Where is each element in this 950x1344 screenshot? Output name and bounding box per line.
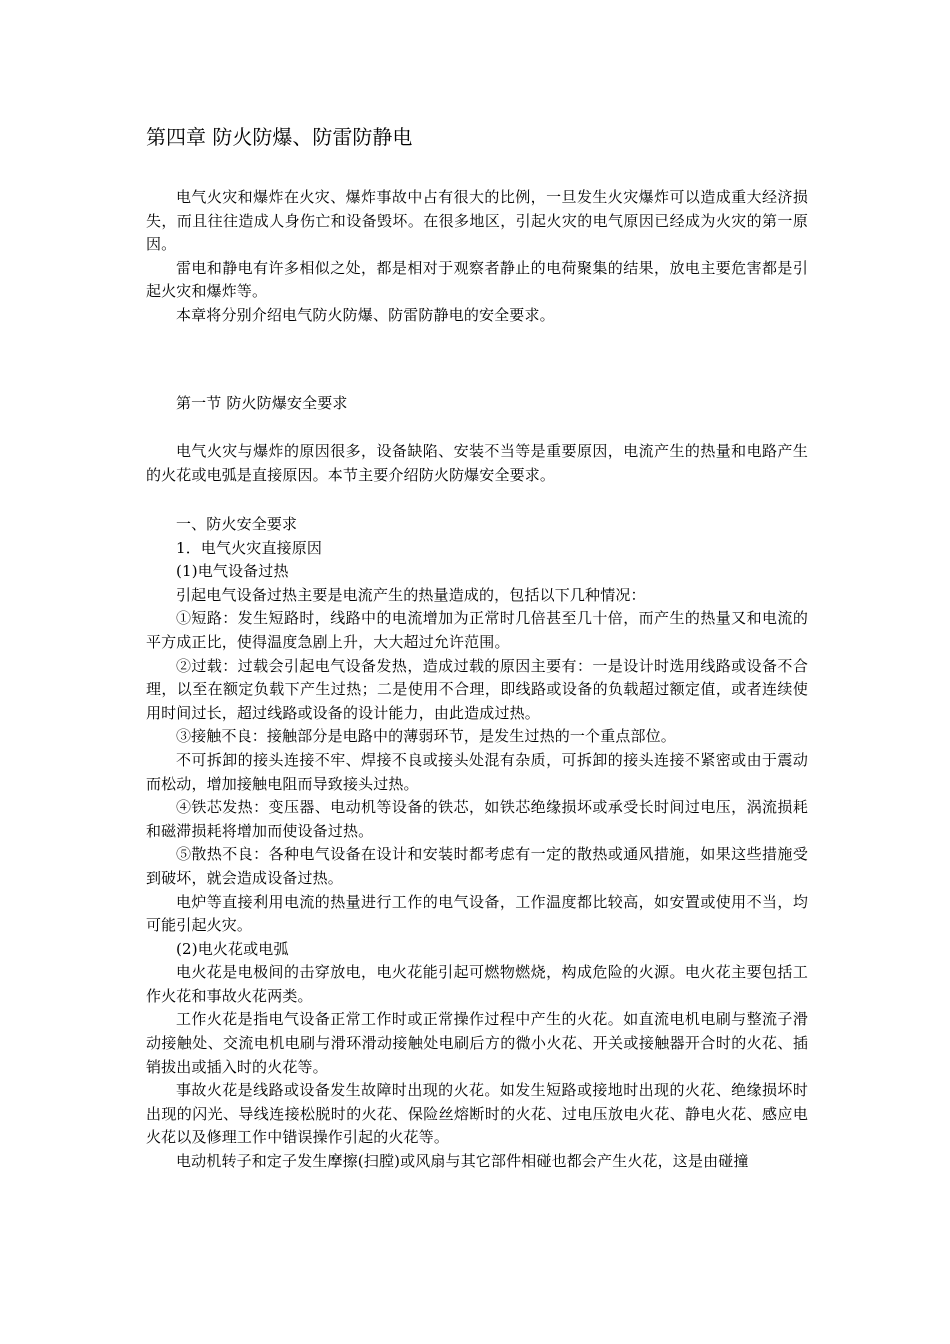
section-heading-block (146, 392, 808, 416)
body-paragraph: ⑤散热不良：各种电气设备在设计和安装时都考虑有一定的散热或通风措施，如果这些措施受到破坏，就会造成设备过热。 (146, 845, 808, 887)
body-paragraph: 引起电气设备过热主要是电流产生的热量造成的，包括以下几种情况： (176, 585, 646, 604)
body-paragraph: 电炉等直接利用电流的热量进行工作的电气设备，工作温度都比较高，如安置或使用不当，均可能引起火灾。 (146, 892, 808, 935)
section-intro-paragraph: 电气火灾与爆炸的原因很多，设备缺陷、安装不当等是重要原因，电流产生的热量和电路产生的火花或电弧是直接原因。本节主要介绍防火防爆安全要求。 (146, 442, 808, 484)
body-paragraph: ①短路：发生短路时，线路中的电流增加为正常时几倍甚至几十倍，而产生的热量又和电流的平方成正比，使得温度急剧上升，大大超过允许范围。 (146, 609, 808, 651)
body-paragraph: ③接触不良：接触部分是电路中的薄弱环节，是发生过热的一个重点部位。 (176, 727, 676, 746)
intro-paragraph: 本章将分别介绍电气防火防爆、防雷防静电的安全要求。 (176, 305, 555, 324)
section-title: 第一节 防火防爆安全要求 (176, 394, 348, 412)
chapter-intro (146, 186, 808, 328)
intro-paragraph: 电气火灾和爆炸在火灾、爆炸事故中占有很大的比例，一旦发生火灾爆炸可以造成重大经济损失，而且往往造成人身伤亡和设备毁坏。在很多地区，引起火灾的电气原因已经成为火灾的第一原因。 (146, 188, 808, 254)
body-paragraph: 工作火花是指电气设备正常工作时或正常操作过程中产生的火花。如直流电机电刷与整流子滑动接触处、交流电机电刷与滑环滑动接触处电刷后方的微小火花、开关或接触器开合时的火花、插销拔出或插入时的火花等。 (146, 1010, 808, 1076)
section-body (146, 513, 808, 1174)
body-paragraph: 事故火花是线路或设备发生故障时出现的火花。如发生短路或接地时出现的火花、绝缘损坏时出现的闪光、导线连接松脱时的火花、保险丝熔断时的火花、过电压放电火花、静电火花、感应电火花以及修理工作中错误操作引起的火花等。 (146, 1081, 808, 1147)
body-paragraph: 不可拆卸的接头连接不牢、焊接不良或接头处混有杂质，可拆卸的接头连接不紧密或由于震动而松动，增加接触电阻而导致接头过热。 (146, 750, 808, 793)
body-paragraph: 电动机转子和定子发生摩擦(扫膛)或风扇与其它部件相碰也都会产生火花，这是由碰撞 (176, 1152, 749, 1171)
subsection-heading: 一、防火安全要求 (176, 515, 298, 533)
subsection-heading: 1．电气火灾直接原因 (176, 538, 323, 557)
subsection-heading: (2)电火花或电弧 (176, 939, 289, 958)
subsection-heading: (1)电气设备过热 (176, 562, 289, 581)
body-paragraph: ②过载：过载会引起电气设备发热，造成过载的原因主要有：一是设计时选用线路或设备不合理，以至在额定负载下产生过热；二是使用不合理，即线路或设备的负载超过额定值，或者连续使用时间过长，超过线路或设备的设计能力，由此造成过热。 (146, 656, 808, 722)
body-paragraph: 电火花是电极间的击穿放电，电火花能引起可燃物燃烧，构成危险的火源。电火花主要包括工作火花和事故火花两类。 (146, 963, 808, 1005)
body-paragraph: ④铁芯发热：变压器、电动机等设备的铁芯，如铁芯绝缘损坏或承受长时间过电压，涡流损耗和磁滞损耗将增加而使设备过热。 (146, 798, 808, 840)
intro-paragraph: 雷电和静电有许多相似之处，都是相对于观察者静止的电荷聚集的结果，放电主要危害都是引起火灾和爆炸等。 (146, 258, 808, 301)
chapter-title: 第四章 防火防爆、防雷防静电 (146, 125, 413, 149)
section-intro (146, 440, 808, 487)
